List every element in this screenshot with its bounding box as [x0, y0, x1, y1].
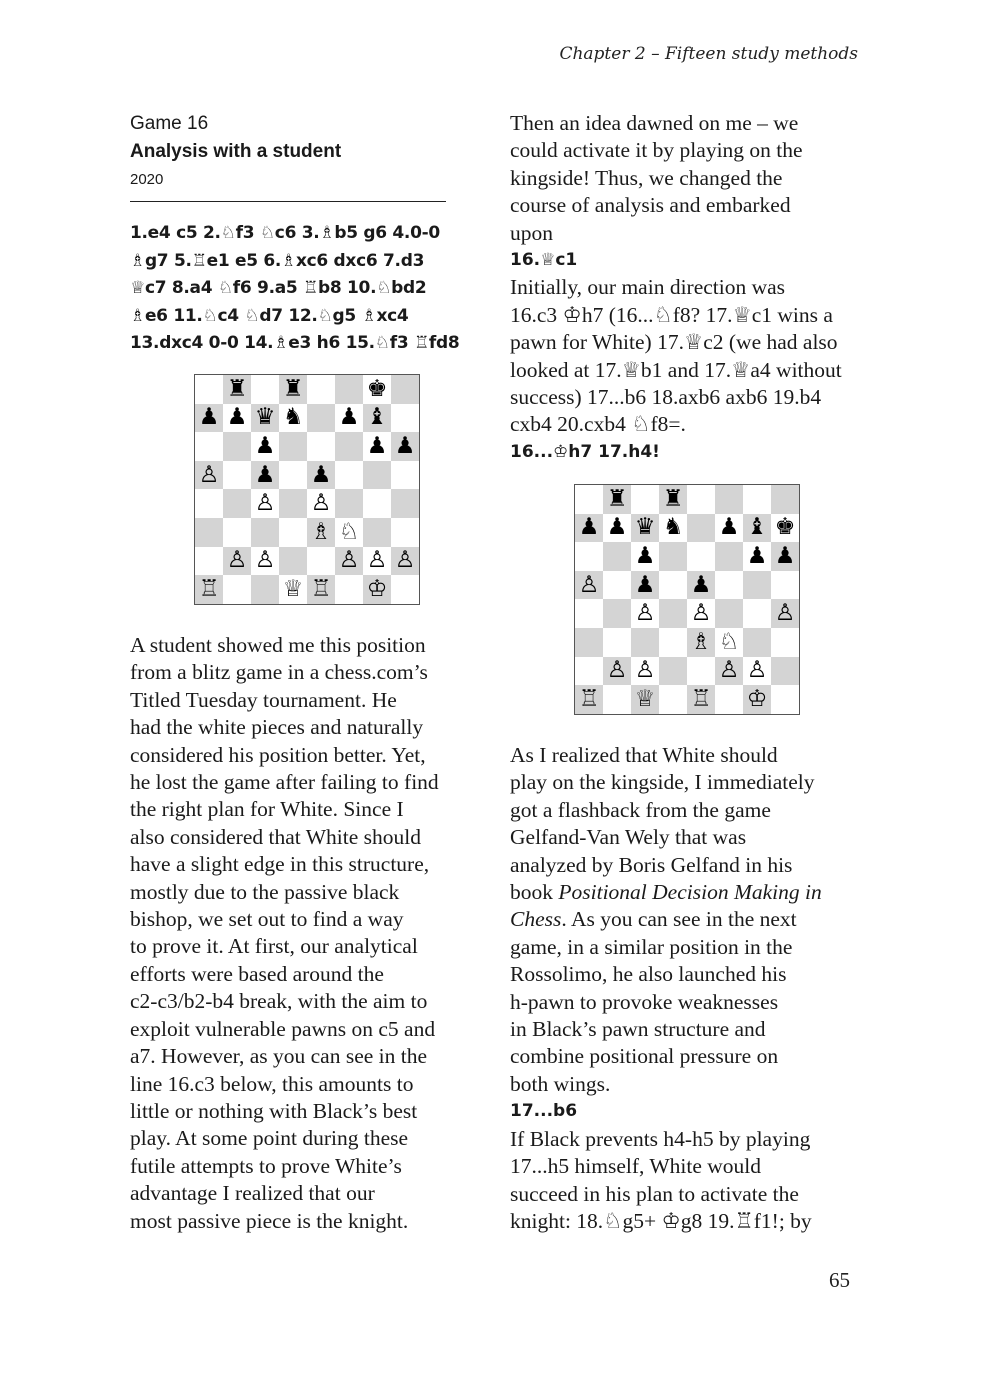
book-title: Chess	[510, 907, 562, 932]
board-square	[223, 461, 251, 490]
game-title: Analysis with a student	[130, 141, 342, 162]
text-line: had the white pieces and naturally	[130, 715, 424, 740]
board-square	[195, 432, 223, 461]
chess-piece-square: ♝	[363, 404, 391, 433]
board-square	[195, 375, 223, 404]
text-line: he lost the game after failing to find	[130, 770, 439, 795]
text-line: play on the kingside, I immediately	[510, 770, 815, 795]
text-line: h-pawn to provoke weaknesses	[510, 989, 779, 1014]
board-square	[363, 489, 391, 518]
running-head: Chapter 2 – Fifteen study methods	[559, 44, 858, 64]
chess-piece-square: ♙	[223, 547, 251, 576]
text-line: game, in a similar position in the	[510, 934, 793, 959]
text-line: succeed in his plan to activate the	[510, 1181, 799, 1206]
chess-piece-square: ♟	[743, 542, 771, 571]
board-square	[771, 685, 799, 714]
chess-piece-square: ♙	[631, 657, 659, 686]
board-square	[223, 432, 251, 461]
text-line: If Black prevents h4-h5 by playing	[510, 1126, 811, 1151]
text-line: pawn for White) 17.♕c2 (we had also	[510, 330, 838, 355]
board-square	[279, 489, 307, 518]
left-body-text	[130, 632, 486, 1235]
board-square	[335, 375, 363, 404]
board-square	[575, 485, 603, 514]
text-line: Then an idea dawned on me – we	[510, 111, 799, 135]
board-square	[251, 518, 279, 547]
text-line: little or nothing with Black’s best	[130, 1098, 418, 1123]
board-square	[391, 575, 419, 604]
text-line: course of analysis and embarked	[510, 193, 791, 218]
chess-piece-square: ♗	[687, 628, 715, 657]
chess-piece-square: ♟	[363, 432, 391, 461]
chess-piece-square: ♔	[743, 685, 771, 714]
board-square	[603, 542, 631, 571]
board-square	[307, 404, 335, 433]
chess-piece-square: ♟	[631, 571, 659, 600]
text-line: exploit vulnerable pawns on c5 and	[130, 1016, 436, 1041]
text-line	[510, 906, 872, 933]
chess-piece-square: ♛	[251, 404, 279, 433]
chess-piece-square: ♟	[307, 461, 335, 490]
text-line: c2-c3/b2-b4 break, with the aim to	[130, 989, 428, 1014]
game-year: 2020	[130, 171, 164, 188]
game-number: Game 16	[130, 113, 209, 134]
board-square	[743, 571, 771, 600]
board-square	[391, 489, 419, 518]
text-line: have a slight edge in this structure,	[130, 852, 430, 877]
text-line: kingside! Thus, we changed the	[510, 165, 783, 190]
board-square	[687, 657, 715, 686]
chess-piece-square: ♖	[687, 685, 715, 714]
chess-piece-square: ♟	[687, 571, 715, 600]
text-line: 16.c3 ♔h7 (16...♘f8? 17.♕c1 wins a	[510, 302, 833, 327]
main-moves	[130, 220, 486, 358]
chess-piece-square: ♗	[307, 518, 335, 547]
text-line: futile attempts to prove White’s	[130, 1153, 402, 1178]
text-line: considered his position better. Yet,	[130, 742, 426, 767]
text-line: play. At some point during these	[130, 1126, 409, 1151]
board-square	[631, 485, 659, 514]
board-square	[251, 375, 279, 404]
board-square	[687, 542, 715, 571]
board-square	[771, 657, 799, 686]
chess-piece-square: ♜	[223, 375, 251, 404]
chess-piece-square: ♙	[631, 599, 659, 628]
chess-piece-square: ♟	[391, 432, 419, 461]
move-line: 1.e4 c5 2.♘f3 ♘c6 3.♗b5 g6 4.0-0	[130, 223, 440, 243]
board-square	[195, 547, 223, 576]
chess-piece-square: ♙	[251, 489, 279, 518]
board-square	[279, 461, 307, 490]
chess-piece-square: ♙	[603, 657, 631, 686]
text-line: cxb4 20.cxb4 ♘f8=.	[510, 412, 686, 437]
board-square	[363, 461, 391, 490]
chess-piece-square: ♖	[195, 575, 223, 604]
book-title: Positional Decision Making in	[558, 880, 822, 905]
board-square	[279, 547, 307, 576]
text-line: Gelfand-Van Wely that was	[510, 825, 747, 850]
chess-piece-square: ♙	[307, 489, 335, 518]
text-line: both wings.	[510, 1071, 611, 1096]
board-square	[335, 575, 363, 604]
left-column	[130, 110, 486, 358]
board-square	[307, 432, 335, 461]
text-line: advantage I realized that our	[130, 1181, 375, 1206]
text-line: a7. However, as you can see in the	[130, 1044, 428, 1069]
board-square	[279, 518, 307, 547]
board-square	[687, 514, 715, 543]
chess-piece-square: ♟	[251, 432, 279, 461]
chess-piece-square: ♜	[279, 375, 307, 404]
divider	[130, 201, 446, 202]
chess-piece-square: ♟	[575, 514, 603, 543]
board-square	[603, 599, 631, 628]
board-square	[195, 489, 223, 518]
board-square	[715, 685, 743, 714]
board-square	[715, 571, 743, 600]
board-square	[251, 575, 279, 604]
chess-piece-square: ♙	[391, 547, 419, 576]
text-line: Rossolimo, he also launched his	[510, 962, 787, 987]
board-square	[743, 599, 771, 628]
board-square	[575, 657, 603, 686]
board-square	[659, 542, 687, 571]
chess-piece-square: ♜	[659, 485, 687, 514]
move-heading: 16.♕c1	[510, 250, 578, 271]
board-square	[391, 518, 419, 547]
text-line: As I realized that White should	[510, 743, 778, 767]
chess-piece-square: ♙	[251, 547, 279, 576]
board-square	[659, 571, 687, 600]
chess-piece-square: ♟	[603, 514, 631, 543]
move-heading: 17...b6	[510, 1101, 578, 1122]
text-line	[510, 879, 872, 906]
chess-piece-square: ♙	[715, 657, 743, 686]
board-square	[575, 542, 603, 571]
board-square	[743, 485, 771, 514]
board-square	[603, 571, 631, 600]
chess-piece-square: ♘	[715, 628, 743, 657]
board-square	[223, 575, 251, 604]
board-square	[771, 485, 799, 514]
text-line: got a flashback from the game	[510, 797, 771, 822]
chess-piece-square: ♟	[335, 404, 363, 433]
text-line: mostly due to the passive black	[130, 879, 400, 904]
chess-diagram-1	[194, 374, 420, 605]
chess-piece-square: ♔	[363, 575, 391, 604]
board-square	[659, 628, 687, 657]
board-square	[335, 461, 363, 490]
board-square	[391, 404, 419, 433]
board-square	[659, 685, 687, 714]
page-number: 65	[829, 1268, 850, 1292]
text-line: upon	[510, 220, 553, 245]
chess-piece-square: ♙	[743, 657, 771, 686]
chess-piece-square: ♕	[631, 685, 659, 714]
board-square	[223, 489, 251, 518]
board-square	[575, 599, 603, 628]
move-line: ♕c7 8.a4 ♘f6 9.a5 ♖b8 10.♘bd2	[130, 278, 427, 298]
chess-piece-square: ♞	[659, 514, 687, 543]
chess-piece-square: ♕	[279, 575, 307, 604]
chess-piece-square: ♟	[715, 514, 743, 543]
chess-piece-square: ♙	[771, 599, 799, 628]
chess-piece-square: ♟	[251, 461, 279, 490]
text-line: knight: 18.♘g5+ ♔g8 19.♖f1!; by	[510, 1208, 812, 1233]
chess-piece-square: ♖	[307, 575, 335, 604]
chess-diagram-2	[574, 484, 800, 715]
chess-piece-square: ♙	[195, 461, 223, 490]
chess-piece-square: ♚	[363, 375, 391, 404]
text-line: looked at 17.♕b1 and 17.♕a4 without	[510, 357, 842, 382]
chess-piece-square: ♟	[631, 542, 659, 571]
move-line: ♗g7 5.♖e1 e5 6.♗xc6 dxc6 7.d3	[130, 250, 425, 271]
text-line: A student showed me this position	[130, 633, 426, 657]
board-square	[631, 628, 659, 657]
right-column-top	[510, 110, 872, 466]
chess-piece-square: ♟	[771, 542, 799, 571]
chess-piece-square: ♞	[279, 404, 307, 433]
board-square	[603, 685, 631, 714]
board-square	[715, 542, 743, 571]
board-square	[363, 518, 391, 547]
board-square	[307, 547, 335, 576]
text-span: book	[510, 880, 559, 905]
board-square	[391, 461, 419, 490]
chess-piece-square: ♚	[771, 514, 799, 543]
board-square	[603, 628, 631, 657]
chess-piece-square: ♙	[575, 571, 603, 600]
text-line: could activate it by playing on the	[510, 138, 803, 163]
text-line: the right plan for White. Since I	[130, 797, 404, 822]
text-line: 17...h5 himself, White would	[510, 1154, 762, 1179]
text-line: in Black’s pawn structure and	[510, 1017, 766, 1042]
text-line: Initially, our main direction was	[510, 275, 786, 300]
move-line: ♗e6 11.♘c4 ♘d7 12.♘g5 ♗xc4	[130, 305, 409, 326]
text-line: to prove it. At first, our analytical	[130, 934, 418, 959]
right-column-bottom	[510, 742, 872, 1235]
text-line: success) 17...b6 18.axb6 axb6 19.b4	[510, 385, 822, 410]
text-line: Titled Tuesday tournament. He	[130, 687, 397, 712]
board-square	[391, 375, 419, 404]
text-span: . As you can see in the next	[561, 907, 797, 932]
board-square	[715, 485, 743, 514]
board-square	[575, 628, 603, 657]
chess-piece-square: ♜	[603, 485, 631, 514]
text-line: bishop, we set out to find a way	[130, 907, 404, 932]
board-square	[307, 375, 335, 404]
board-square	[335, 432, 363, 461]
text-line: analyzed by Boris Gelfand in his	[510, 852, 793, 877]
chess-piece-square: ♙	[363, 547, 391, 576]
chess-piece-square: ♟	[195, 404, 223, 433]
text-line: efforts were based around the	[130, 961, 384, 986]
move-line: 13.dxc4 0-0 14.♗e3 h6 15.♘f3 ♖fd8	[130, 333, 460, 353]
board-square	[659, 657, 687, 686]
board-square	[715, 599, 743, 628]
text-line: combine positional pressure on	[510, 1044, 779, 1069]
text-line: most passive piece is the knight.	[130, 1208, 409, 1233]
board-square	[743, 628, 771, 657]
text-line: from a blitz game in a chess.com’s	[130, 660, 428, 685]
board-square	[771, 628, 799, 657]
text-line: also considered that White should	[130, 824, 421, 849]
board-square	[771, 571, 799, 600]
board-square	[335, 489, 363, 518]
chess-piece-square: ♙	[335, 547, 363, 576]
board-square	[195, 518, 223, 547]
chess-piece-square: ♝	[743, 514, 771, 543]
board-square	[687, 485, 715, 514]
board-square	[223, 518, 251, 547]
chess-piece-square: ♛	[631, 514, 659, 543]
board-square	[279, 432, 307, 461]
board-square	[659, 599, 687, 628]
move-heading: 16...♔h7 17.h4!	[510, 441, 660, 462]
text-line: line 16.c3 below, this amounts to	[130, 1071, 414, 1096]
chess-piece-square: ♖	[575, 685, 603, 714]
chess-piece-square: ♘	[335, 518, 363, 547]
chess-piece-square: ♙	[687, 599, 715, 628]
chess-piece-square: ♟	[223, 404, 251, 433]
